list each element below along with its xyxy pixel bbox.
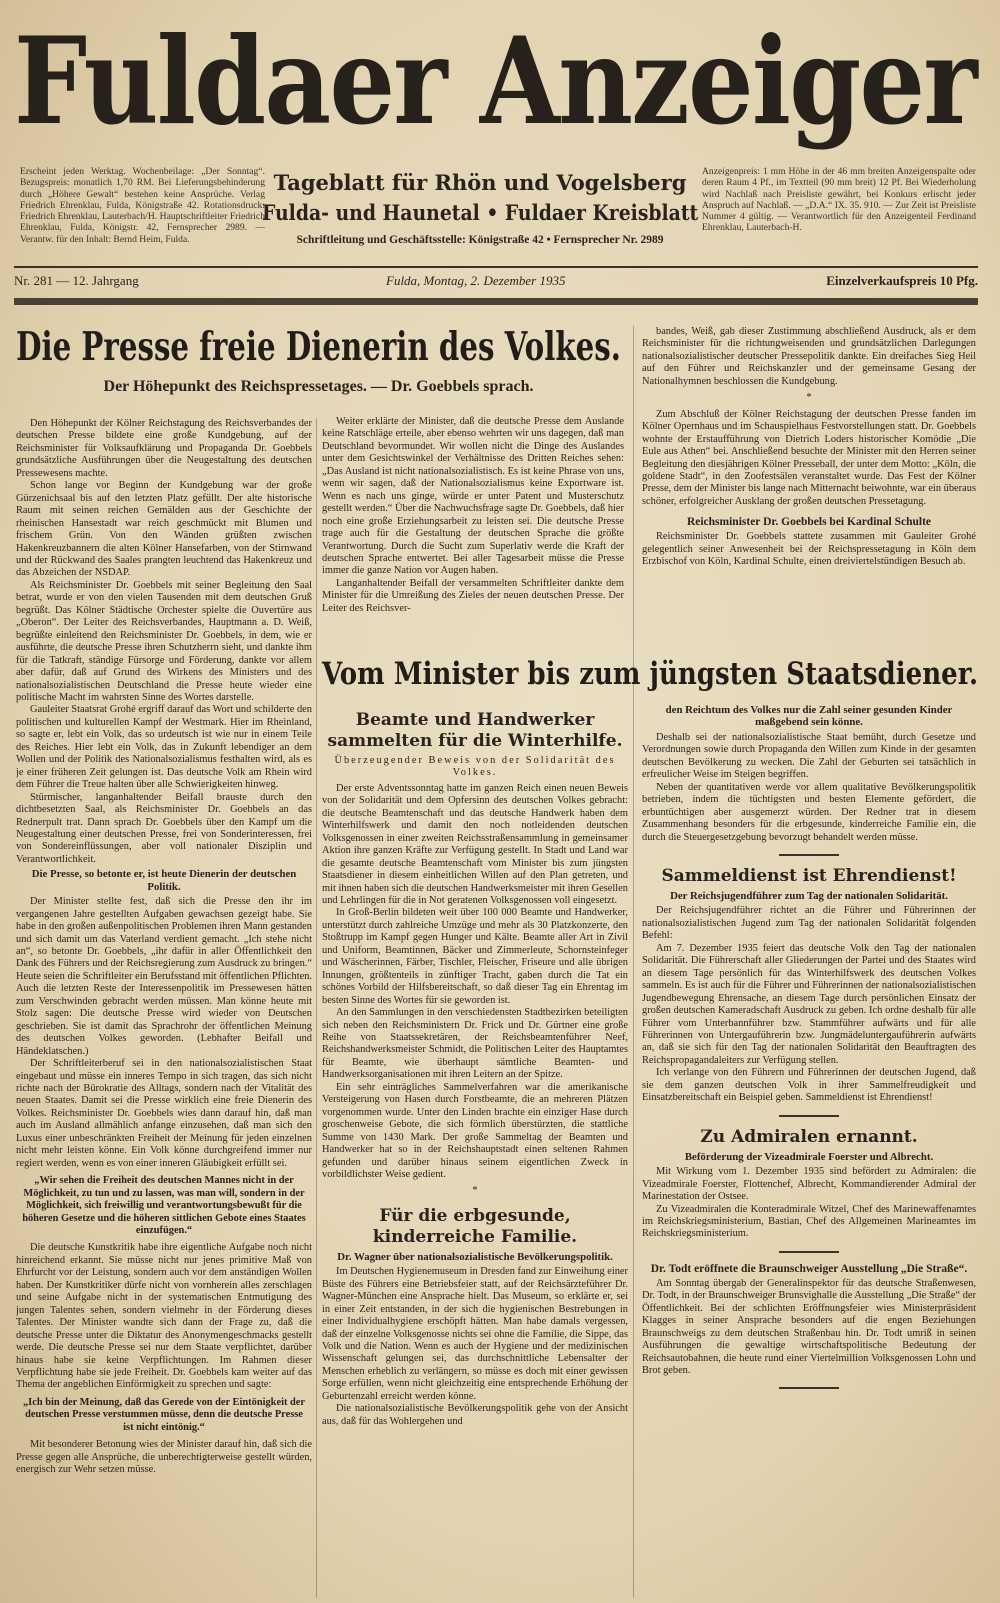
column-right-top [642,326,976,632]
article-headline: Beamte und Handwerker sammelten für die Winterhilfe. [327,710,623,751]
paragraph: Reichsminister Dr. Goebbels stattete zusammen mit Gauleiter Grohé gelegentlich seiner Anwesenheit bei der Reichspressetagung in Köln dem Erzbischof von Köln, Kardinal Schulte, einen dreiviertelstündigen Besuch ab. [642,531,976,568]
separator-rule [779,1115,839,1117]
place-date: Fulda, Montag, 2. Dezember 1935 [386,273,566,288]
column-middle-lower [322,702,628,1598]
paragraph: In Groß-Berlin bildeten weit über 100 000 Beamte und Handwerker, unterstützt durch zahlreiche Umzüge und mehr als 30 Platzkonzerte, den Stoßtrupp im Kampf gegen Hunger und Kälte. Beamte aller Art in Zivil und Uniform, Beamtinnen, Bäcker und Zimmerleute, Schornsteinfeger und Wäscherinnen, Färber, Tischler, Fleischer, Friseure und alle übrigen Innungen, größtenteils in zünftiger Tracht, gaben durch die Tat ein schönes Vorbild der Hilfsbereitschaft, so daß dieser Tag ein Ehrentag im besten Sinne des Wortes für sie geworden ist. [322,907,628,1006]
paragraph: Die deutsche Kunstkritik habe ihre eigentliche Aufgabe noch nicht hinreichend erkannt. Sie müsse nicht nur jenes primitive Maß von Ehrfurcht vor der Leistung, sondern auch vor dem anständigen Wollen haben. Der Kunstkritiker dürfe nicht von vornherein alles zerschlagen und seine Aufgabe nicht in der systematischen Entmutigung des jungen Talentes sehen, sondern vielmehr in der Förderung dieses Talentes. Der Minister wandte sich dann der Frage zu, daß die deutsche Presse unter die Diktatur des Anonymengeschmacks gestellt werde. Die deutsche Presse sei nur dem Staate verpflichtet, darüber hinaus habe sie keine Verpflichtungen. Im Rahmen dieser Verpflichtung habe sie jede Freiheit. Dr. Goebbels kam weiter auf das Thema der angeblichen Einförmigkeit zu sprechen und sagte: [16,1242,312,1391]
article-headline: Reichsminister Dr. Goebbels bei Kardinal Schulte [686,516,932,529]
column-divider [316,418,317,1598]
paragraph: Weiter erklärte der Minister, daß die deutsche Presse dem Auslande keine Ratschläge erteile, aber ebenso wehrten wir uns dagegen, daß man Deutschland bevormundet. Wir wollen nicht die Dinge des Auslandes unter dem Gesichtswinkel der Verhältnisse des Dritten Reiches sehen: „Das Ausland ist nicht nationalsozialistisch. Es ist keine Phrase von uns, wenn wir sagen, daß der Nationalsozialismus keine Exportware ist. Wenn es nach uns ginge, würde er unter Patent und Musterschutz gestellt werden.“ Über die Nachwuchsfrage sagte Dr. Goebbels, daß hier noch eine große Erziehungsarbeit zu leisten sei. Die deutsche Presse trage auch für die Gestaltung der deutschen Sprache die größte Verantwortung. Durch die Sucht zum Superlativ werde die Kraft der deutschen Sprache entwertet. Bei aller Tagesarbeit müsse die Presse immer die ganze Nation vor Augen haben. [322,416,624,577]
paragraph: Der Reichsjugendführer richtet an die Führer und Führerinnen der nationalsozialistischen Jugend zum Tag der nationalen Solidarität folgenden Befehl: [642,905,976,942]
lead-headline: Die Presse freie Dienerin des Volkes. [16,324,621,370]
newspaper-title: Fuldaer Anzeiger [14,11,976,152]
article-headline: Zu Admiralen ernannt. [700,1126,918,1147]
lead-subheadline: Der Höhepunkt des Reichspressetages. — Dr. Goebbels sprach. [103,378,534,395]
divider [14,266,978,268]
paragraph: Zum Abschluß der Kölner Reichstagung der deutschen Presse fanden im Kölner Opernhaus und im Schauspielhaus Festvorstellungen statt. Dr. Goebbels wohnte der Erstaufführung von Dietrich Loders historischer Komödie „Die Eule aus Athen“ bei. Anschließend besuchte der Minister mit den Herren seiner Begleitung den diesjährigen Kölner Presseball, der unter dem Motto: „Köln, die goldene Stadt“, in den Zoofestsälen veranstaltet wurde. Das Fest der Kölner Presse, dem der Minister bis lange nach Mitternacht beiwohnte, war ein überaus schöner, erfolgreicher Ausklang der großen deutschen Pressetagung. [642,408,976,507]
subheading: den Reichtum des Volkes nur die Zahl seiner gesunden Kinder maßgebend sein könne. [665,704,953,729]
paragraph: Langanhaltender Beifall der versammelten Schriftleiter dankte dem Minister für die Umreißung des Zieles der neuen deutschen Presse. Der Leiter des Reichsver- [322,577,624,614]
paragraph: Gauleiter Staatsrat Grohé ergriff darauf das Wort und schilderte den politischen und kulturellen Kampf der Westmark. Hier im Rheinland, so sagte er, lebt ein Volk, das so urdeutsch ist wie nur in einem Teile des Reiches. Hier lebt ein Volk, das in Zukunft lebendiger an dem Wollen und der Politik des Nationalsozialismus festhalten wird, als es je einer früheren Zeit gelungen ist. Das deutsche Volk am Rhein wird dem Führer die Treue halten über alle Schwierigkeiten hinweg. [16,704,312,791]
paragraph: Neben der quantitativen werde vor allem qualitative Bevölkerungspolitik betrieben, indem die tüchtigsten und besten Elemente gefördert, die erbuntüchtigen aber ausgemerzt würden. Der Redner trat in diesem Zusammenhang besonders für die erbgesunde, kinderreiche Familie ein, die durch die Steuergesetzgebung bevorzugt behandelt werden müsse. [642,781,976,843]
article-headline: Für die erbgesunde, kinderreiche Familie. [372,1205,578,1247]
separator-rule [779,854,839,856]
advertising-info: Anzeigenpreis: 1 mm Höhe in der 46 mm breiten Anzeigenspalte oder deren Raum 4 Pf., im Textteil (90 mm breit) 12 Pf. Bei Wiederholung wird Nachlaß nach Preisliste gewährt, bei Konkurs erlischt jeder Anspruch auf Nachlaß. — „D.A.“ IX. 35. 910. — Zur Zeit ist Preisliste Nummer 4 gültig. — Verantwortlich für den Anzeigenteil Ferdinand Ehrenklau, Lauterbach-H. [702,166,976,234]
editorial-address: Schriftleitung und Geschäftsstelle: Königstraße 42 • Fernsprecher Nr. 2989 [296,234,664,246]
quotation: „Ich bin der Meinung, daß das Gerede von der Eintönigkeit der deutschen Presse verstummen müsse, denn die deutsche Presse ist nicht eintönig.“ [22,1396,306,1433]
divider [14,298,978,305]
paragraph: Stürmischer, langanhaltender Beifall brauste durch den dichtbesetzten Saal, als Reichsminister Dr. Goebbels an das Rednerpult trat. Dann sprach Dr. Goebbels über den Kampf um die Neugestaltung einer deutschen Presse, frei von Sonderinteressen, frei von Sondereinflüssungen, aber voll nationaler Disziplin und Verantwortlichkeit. [16,791,312,865]
paragraph: Deshalb sei der nationalsozialistische Staat bemüht, durch Gesetze und Verordnungen sowie durch Propaganda den Willen zum Kinde in der gesamten deutschen Bevölkerung zu wecken. Die Zahl der Geburten sei tatsächlich in erfreulicher Weise im Steigen begriffen. [642,731,976,781]
issue-number: Nr. 281 — 12. Jahrgang [14,273,139,288]
paragraph: Schon lange vor Beginn der Kundgebung war der große Gürzenichsaal bis auf den letzten Platz gefüllt. Der alte historische Raum mit seinen reichen Gemälden aus der Geschichte der rheinischen Hansestadt war reich geschmückt mit Blumen und frischem Grün. Von den Wänden grüßten zwischen Hakenkreuzbannern die alten Kölner Hansefarben, von der Stirnwand und der Rückwand des Saales prangten leuchtend das Hakenkreuz und das Abzeichen der NSDAP. [16,480,312,579]
subheading: Überzeugender Beweis von der Solidarität des Volkes. [334,755,616,779]
column-divider [633,326,634,1598]
paragraph: Am Sonntag übergab der Generalinspektor für das deutsche Straßenwesen, Dr. Todt, in der Braunschweiger Brunsvighalle die Ausstellung „Die Straße“ der Öffentlichkeit. Bei der schlichten Eröffnungsfeier wies Ministerpräsident Klagges in seiner Ansprache besonders auf die engen Beziehungen Braunschweigs zu dem deutschen Straßenbau hin. Dr. Todt umriß in seinen Ausführungen die gewaltige wirtschaftspolitische Bedeutung der Reichsautobahnen, die heute rund einer Viertelmillion Volksgenossen Lohn und Brot geben. [642,1277,976,1377]
separator-star: * [806,392,812,404]
column-right-lower [642,702,976,1598]
separator-star: * [472,1185,478,1197]
article-headline: Dr. Todt eröffnete die Braunschweiger Ausstellung „Die Straße“. [650,1262,968,1275]
quotation: „Wir sehen die Freiheit des deutschen Mannes nicht in der Möglichkeit, zu tun und zu lassen, was man will, sondern in der Möglichkeit, sich freiwillig und verantwortungsbewußt für die höheren Gesetze und die höheren sittlichen Gebote eines Staates einzufügen.“ [22,1175,306,1236]
second-headline: Vom Minister bis zum jüngsten Staatsdiener. [322,656,979,692]
paragraph: Mit Wirkung vom 1. Dezember 1935 sind befördert zu Admiralen: die Vizeadmirale Foerster, Flottenchef, Albrecht, Kommandierender Admiral der Marinestation der Ostsee. [642,1166,976,1203]
subheading: Beförderung der Vizeadmirale Foerster und Albrecht. [684,1150,934,1163]
article-headline: Sammeldienst ist Ehrendienst! [661,865,957,886]
separator-rule [779,1251,839,1253]
single-copy-price: Einzelverkaufspreis 10 Pfg. [826,273,978,288]
subheading: Dr. Wagner über nationalsozialistische Bevölkerungspolitik. [337,1250,613,1263]
subheading: Der Reichsjugendführer zum Tag der nationalen Solidarität. [670,889,948,902]
dateline [14,273,978,293]
paragraph: Der erste Adventssonntag hatte im ganzen Reich einen neuen Beweis von der Solidarität und dem Opfersinn des deutschen Volkes gebracht: die deutsche Beamtenschaft und das deutsche Handwerk haben dem Winterhilfswerk und damit den noch notleidenden deutschen Volksgenossen in einer zweiten Reichsstraßensammlung in gemeinsamer Aktion ihre ganzen Kräfte zur Verfügung gestellt. In Stadt und Land war die gesamte deutsche Beamtenschaft vom Minister bis zum jüngsten Staatsdiener in diesem einheitlichen Willen auf den Plan getreten, und mit ihnen haben sich die deutschen Handwerksmeister mit ihren Gesellen und Lehrlingen für die in Not geratenen Volksgenossen voll eingesetzt. [322,782,628,906]
subtitle-line-1: Tageblatt für Rhön und Vogelsberg [273,170,687,195]
column-left [16,418,312,1598]
paragraph: Der Minister stellte fest, daß sich die Presse den ihr im vergangenen Jahre gestellten Aufgaben gewachsen gezeigt habe. Sie habe in den großen außenpolitischen Problemen ihren Mann gestanden und sich damit um das Vaterland verdient gemacht. „Ich stehe nicht an“, so betonte Dr. Goebbels, „ihr dafür in aller Öffentlichkeit den Dank des Führers und der Reichsregierung zum Ausdruck zu bringen.“ Heute seien die Schriftleiter ein Berufsstand mit öffentlichen Pflichten. Auch die letzten Reste der Interessenpolitik im Pressewesen hätten zum Verschwinden gebracht werden müssen. Man könne heute mit Stolz sagen: Die deutsche Presse wird wieder von Deutschen geschrieben. Sie ist damit das Sprachrohr der öffentlichen Meinung des deutschen Volkes geworden. (Lebhafter Beifall und Händeklatschen.) [16,896,312,1057]
subtitle-line-2: Fulda- und Haunetal • Fuldaer Kreisblatt [262,200,699,225]
publisher-info: Erscheint jeden Werktag. Wochenbeilage: „Der Sonntag“. Bezugspreis: monatlich 1,70 RM. Bei Lieferungsbehinderung durch „Höhere Gewalt“ bestehen keine Ansprüche. Verlag Friedrich Ehrenklau, Fulda, Königstraße 42. Rotationsdruck: Friedrich Ehrenklau, Lauterbach/H. Hauptschriftleiter Friedrich Ehrenklau, Fulda, Königstr. 42, Fernsprecher 2989. — Verantw. für den Inhalt: Bernd Heim, Fulda. [20,166,265,245]
paragraph: Der Schriftleiterberuf sei in den nationalsozialistischen Staat eingebaut und müsse ein inneres Tempo in sich tragen, das sich nicht richte nach der Bürokratie des Alltags, sondern nach der Vitalität des neuen Staates. Damit sei die Presse wirklich eine freie Dienerin des Volkes. Reichsminister Dr. Goebbels wies dann darauf hin, daß man auch im Ausland allmählich anfange einzusehen, daß man sich den Luxus einer unbeschränkten Freiheit der Meinung für jeden einzelnen nicht mehr leisten könne. Ein Volk könne durchgreifend immer nur regiert werden, wenn es von einer inneren Gläubigkeit erfüllt sei. [16,1058,312,1169]
subheading: Die Presse, so betonte er, ist heute Dienerin der deutschen Politik. [31,868,297,893]
paragraph: Den Höhepunkt der Kölner Reichstagung des Reichsverbandes der deutschen Presse bildete eine große Kundgebung, auf der Reichsminister für Volksaufklärung und Propaganda Dr. Goebbels grundsätzliche Ausführungen über die Neugestaltung des deutschen Pressewesens machte. [16,418,312,479]
column-middle-top [322,416,624,630]
paragraph: bandes, Weiß, gab dieser Zustimmung abschließend Ausdruck, als er dem Reichsminister für die richtungweisenden und grundsätzlichen Darlegungen nationalsozialistischer deutscher Pressepolitik dankte. Ein dreifaches Sieg Heil auf den Führer und Reichskanzler und der gemeinsame Gesang der Nationalhymnen beschlossen die Kundgebung. [642,326,976,387]
paragraph: Mit besonderer Betonung wies der Minister darauf hin, daß sich die Presse gegen alle Ansprüche, die unberechtigterweise gestellt würden, energisch zur Wehr setzen müsse. [16,1439,312,1476]
paragraph: Ich verlange von den Führern und Führerinnen der deutschen Jugend, daß sie dem ganzen deutschen Volk in ihrer Sammelfreudigkeit und Einsatzbereitschaft ein Beispiel geben. Sammeldienst ist Ehrendienst! [642,1067,976,1104]
paragraph: Im Deutschen Hygienemuseum in Dresden fand zur Einweihung einer Büste des Führers eine Betriebsfeier statt, auf der Reichsärzteführer Dr. Wagner-München eine Ansprache hielt. Das Museum, so erklärte er, sei in einer Zeit entstanden, in der sich die hygienischen Bestrebungen in einer Individualhygiene erschöpft hätten. Man habe damals vergessen, daß der einzelne Volksgenosse nichts sei ohne die Familie, die Sippe, das Volk und die Nation. Wenn es auch der Hygiene und der medizinischen Wissenschaft gelungen sei, das durchschnittliche Lebensalter der Menschen erheblich zu verlängern, so müsse es doch mit einer gewissen Sorge erfüllen, wenn nicht gleichzeitig eine entsprechende Erhöhung der Geburtenzahl erreicht werden könne. [322,1266,628,1402]
paragraph: An den Sammlungen in den verschiedensten Stadtbezirken beteiligten sich neben den Reichsministern Dr. Frick und Dr. Gürtner eine große Reihe von Staatssekretären, der Reichsbeamtenführer Neef, Reichshandwerksmeister Schmidt, die Politischen Leiter des Hauptamtes für Beamte, wie überhaupt sämtliche Beamten- und Handwerksorganisationen mit ihren Leitern an der Spitze. [322,1007,628,1081]
masthead [14,2,980,162]
paragraph: Zu Vizeadmiralen die Konteradmirale Witzel, Chef des Marinewaffenamtes im Reichskriegsministerium, Bastian, Chef des Allgemeinen Marineamtes im Reichskriegsministerium. [642,1203,976,1240]
separator-rule [779,1387,839,1389]
masthead-subtitle [262,168,698,246]
paragraph: Am 7. Dezember 1935 feiert das deutsche Volk den Tag der nationalen Solidarität. Die Führerschaft aller Gliederungen der Partei und des Staates wird an diesem Tage persönlich für das Winterhilfswerk des deutschen Volkes sammeln. Es ist auch für die Führer und Führerinnen der nationalsozialistischen Jugendbewegung Ehrensache, an diesem Tage durch persönlichen Einsatz der großen deutschen Kameradschaft Ausdruck zu geben. Ich ordne deshalb für alle Führer vom Unterbannführer bzw. Stammführer aufwärts und für alle Führerinnen von Untergauführerin bzw. Jungmädeluntergauführerin aufwärts an, daß sie sich für den Tag der nationalen Solidarität den Beauftragten des Reichspropagandaleiters zur Verfügung stellen. [642,942,976,1066]
paragraph: Die nationalsozialistische Bevölkerungspolitik gehe von der Ansicht aus, daß für das Wohlergehen und [322,1403,628,1427]
paragraph: Als Reichsminister Dr. Goebbels mit seiner Begleitung den Saal betrat, wurde er von den vielen Tausenden mit dem deutschen Gruß begrüßt. Das Kölner Städtische Orchester spielte die Ouvertüre aus „Oberon“. Der Leiter des Reichsverbandes, Hauptmann a. D. Weiß, begrüßte einleitend den Reichsminister Dr. Goebbels, in dem, wie er ausführte, die deutsche Presse ihren Schutzherrn sieht, und dankte ihm für die Tatkraft, ständige Fürsorge und Förderung, dankte vor allem aber dafür, daß auf Grund des Wirkens des Ministers und des nationalsozialistischen Deutschland die Presse heute wieder eine politische Macht im wahrsten Sinne des Wortes darstelle. [16,579,312,703]
paragraph: Ein sehr einträgliches Sammelverfahren war die amerikanische Versteigerung von Hasen durch Forstbeamte, die an mehreren Plätzen vorgenommen wurde. Unter den Linden brachte ein einziger Hase durch groschenweise Gebote, die sich förmlich überstürzten, die stattliche Summe von 1430 Mark. Der große Sammeltag der Beamten und Handwerker hat so in der Reichshauptstadt einen seltenen Rahmen gefunden und darüber hinaus seinem eigentlichen Zweck in vorbildlichster Weise gedient. [322,1081,628,1180]
